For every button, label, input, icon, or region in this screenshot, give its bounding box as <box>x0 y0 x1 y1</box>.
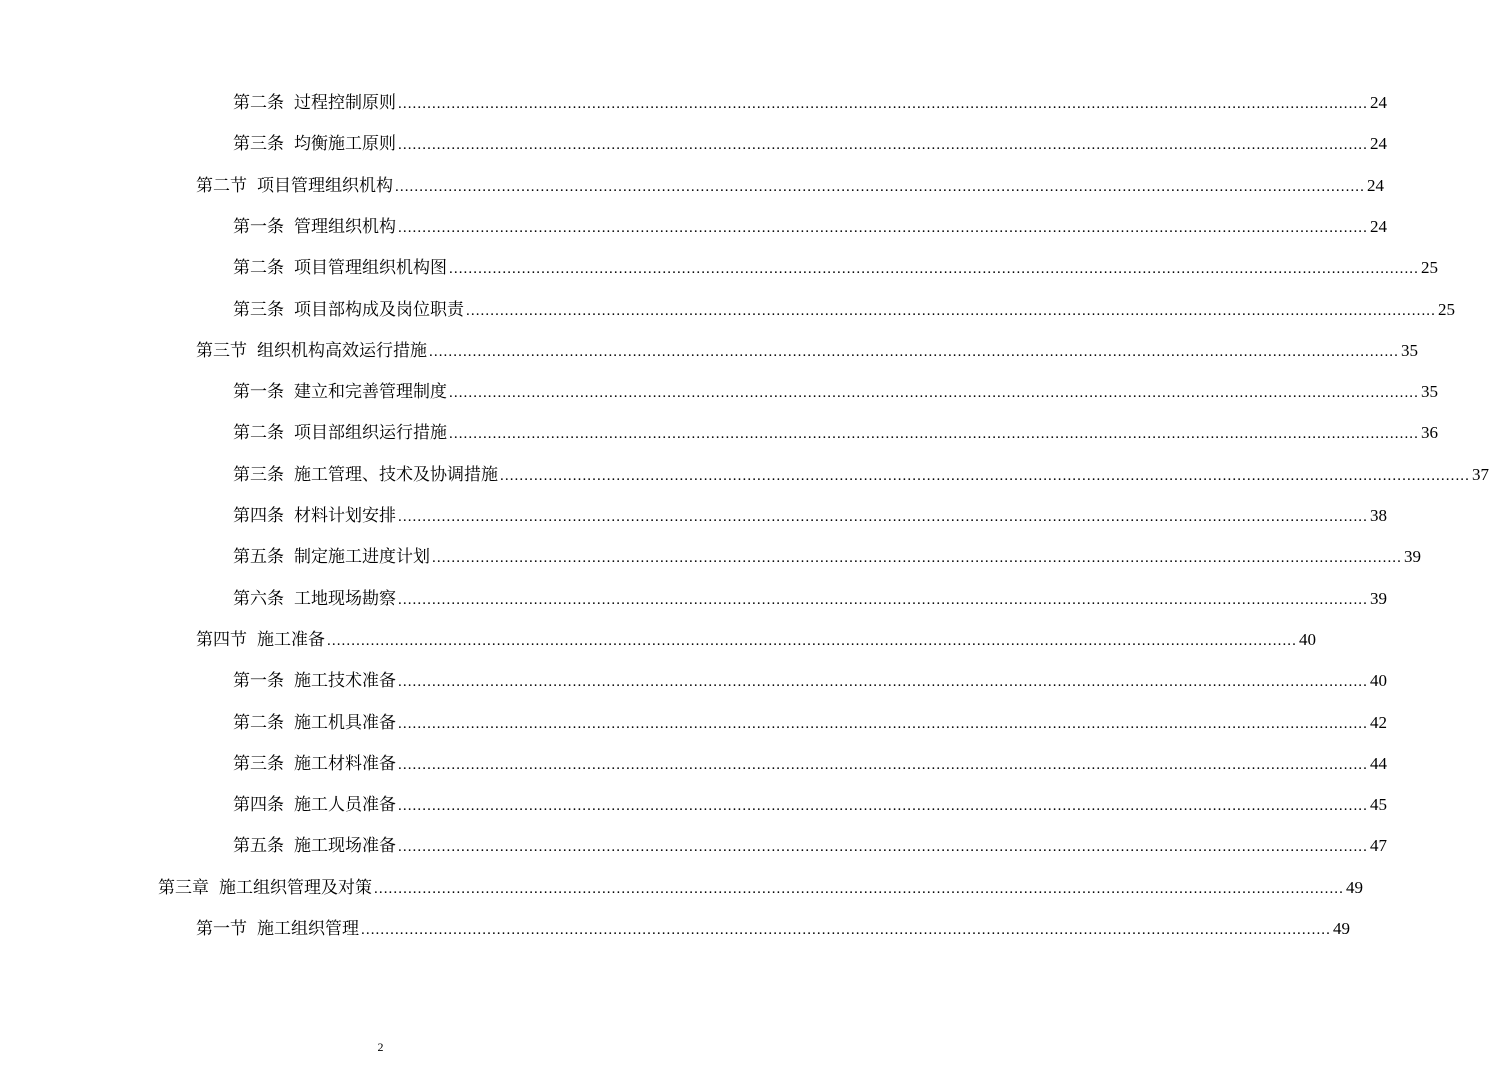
toc-entry-page: 37 <box>1472 465 1489 484</box>
toc-entry-number: 第五条 <box>233 547 284 567</box>
toc-entry[interactable] <box>196 173 1384 199</box>
toc-entry-page: 40 <box>1370 671 1387 690</box>
toc-entry-page: 42 <box>1370 713 1387 732</box>
toc-entry-title: 项目部组织运行措施 <box>294 423 447 443</box>
toc-entry-page: 25 <box>1421 258 1438 277</box>
toc-entry-title: 施工准备 <box>257 630 325 650</box>
toc-entry-title: 施工技术准备 <box>294 671 396 691</box>
toc-entry-number: 第二条 <box>233 423 284 443</box>
toc-entry-title: 施工材料准备 <box>294 754 396 774</box>
toc-entry-title: 组织机构高效运行措施 <box>257 341 427 361</box>
toc-dot-leader: ........................................................................................................................................................................................................ <box>432 550 1402 566</box>
toc-entry-number: 第三条 <box>233 465 284 485</box>
toc-entry-number: 第三节 <box>196 341 247 361</box>
toc-dot-leader: ........................................................................................................................................................................................................ <box>398 716 1368 732</box>
toc-entry-title: 施工组织管理及对策 <box>219 878 372 898</box>
toc-entry-title: 制定施工进度计划 <box>294 547 430 567</box>
toc-entry-page: 24 <box>1370 217 1387 236</box>
toc-entry-title: 项目管理组织机构图 <box>294 258 447 278</box>
toc-entry-page: 35 <box>1401 341 1418 360</box>
toc-entry-title: 工地现场勘察 <box>294 589 396 609</box>
toc-entry[interactable] <box>233 90 1387 116</box>
toc-entry-title: 项目管理组织机构 <box>257 176 393 196</box>
toc-entry-number: 第三章 <box>158 878 209 898</box>
toc-entry-page: 24 <box>1367 176 1384 195</box>
toc-dot-leader: ........................................................................................................................................................................................................ <box>361 922 1331 938</box>
toc-entry-title: 过程控制原则 <box>294 93 396 113</box>
toc-entry-page: 47 <box>1370 836 1387 855</box>
toc-entry-title: 管理组织机构 <box>294 217 396 237</box>
toc-dot-leader: ........................................................................................................................................................................................................ <box>429 344 1399 360</box>
toc-entry-number: 第一条 <box>233 671 284 691</box>
toc-entry[interactable] <box>233 214 1387 240</box>
toc-entry-number: 第一节 <box>196 919 247 939</box>
toc-entry[interactable] <box>233 710 1387 736</box>
toc-entry-page: 24 <box>1370 134 1387 153</box>
toc-dot-leader: ........................................................................................................................................................................................................ <box>327 633 1297 649</box>
toc-entry-page: 36 <box>1421 423 1438 442</box>
toc-entry-number: 第一条 <box>233 217 284 237</box>
toc-dot-leader: ........................................................................................................................................................................................................ <box>374 881 1344 897</box>
toc-entry-title: 施工组织管理 <box>257 919 359 939</box>
toc-entry[interactable] <box>233 255 1438 281</box>
toc-entry[interactable] <box>233 379 1438 405</box>
toc-dot-leader: ........................................................................................................................................................................................................ <box>398 798 1368 814</box>
toc-entry[interactable] <box>196 627 1316 653</box>
toc-entry-number: 第三条 <box>233 134 284 154</box>
toc-dot-leader: ........................................................................................................................................................................................................ <box>398 96 1368 112</box>
toc-entry-title: 材料计划安排 <box>294 506 396 526</box>
toc-entry-title: 项目部构成及岗位职责 <box>294 300 464 320</box>
toc-entry-page: 49 <box>1346 878 1363 897</box>
toc-entry-number: 第三条 <box>233 300 284 320</box>
toc-entry-number: 第四条 <box>233 795 284 815</box>
toc-entry-page: 49 <box>1333 919 1350 938</box>
toc-entry-number: 第四条 <box>233 506 284 526</box>
toc-entry[interactable] <box>196 916 1350 942</box>
toc-entry-page: 35 <box>1421 382 1438 401</box>
toc-dot-leader: ........................................................................................................................................................................................................ <box>398 220 1368 236</box>
page-number: 2 <box>377 1040 384 1054</box>
toc-entry[interactable] <box>233 131 1387 157</box>
toc-entry-page: 39 <box>1404 547 1421 566</box>
toc-entry[interactable] <box>233 462 1489 488</box>
toc-entry-page: 39 <box>1370 589 1387 608</box>
toc-entry[interactable] <box>233 544 1421 570</box>
toc-entry-title: 施工管理、技术及协调措施 <box>294 465 498 485</box>
toc-entry[interactable] <box>158 875 1363 901</box>
toc-entry-number: 第二条 <box>233 713 284 733</box>
toc-entry-page: 44 <box>1370 754 1387 773</box>
toc-entry-page: 45 <box>1370 795 1387 814</box>
toc-dot-leader: ........................................................................................................................................................................................................ <box>466 303 1436 319</box>
toc-entry-page: 40 <box>1299 630 1316 649</box>
toc-entry-title: 建立和完善管理制度 <box>294 382 447 402</box>
toc-entry-page: 25 <box>1438 300 1455 319</box>
toc-entry-number: 第二条 <box>233 258 284 278</box>
toc-entry-number: 第六条 <box>233 589 284 609</box>
toc-entry-number: 第四节 <box>196 630 247 650</box>
toc-entry[interactable] <box>233 833 1387 859</box>
toc-entry[interactable] <box>233 297 1455 323</box>
toc-dot-leader: ........................................................................................................................................................................................................ <box>398 592 1368 608</box>
toc-entry-title: 均衡施工原则 <box>294 134 396 154</box>
toc-entry[interactable] <box>233 503 1387 529</box>
toc-entry[interactable] <box>233 420 1438 446</box>
toc-entry-title: 施工机具准备 <box>294 713 396 733</box>
toc-entry[interactable] <box>233 751 1387 777</box>
toc-dot-leader: ........................................................................................................................................................................................................ <box>395 179 1365 195</box>
toc-entry-number: 第五条 <box>233 836 284 856</box>
toc-entry-number: 第一条 <box>233 382 284 402</box>
toc-entry[interactable] <box>233 586 1387 612</box>
toc-entry[interactable] <box>196 338 1418 364</box>
toc-dot-leader: ........................................................................................................................................................................................................ <box>398 509 1368 525</box>
toc-dot-leader: ........................................................................................................................................................................................................ <box>398 674 1368 690</box>
toc-entry-number: 第三条 <box>233 754 284 774</box>
toc-entry-title: 施工现场准备 <box>294 836 396 856</box>
toc-dot-leader: ........................................................................................................................................................................................................ <box>500 468 1470 484</box>
toc-dot-leader: ........................................................................................................................................................................................................ <box>449 385 1419 401</box>
toc-entry[interactable] <box>233 668 1387 694</box>
toc-entry-number: 第二条 <box>233 93 284 113</box>
toc-entry-number: 第二节 <box>196 176 247 196</box>
toc-dot-leader: ........................................................................................................................................................................................................ <box>449 426 1419 442</box>
toc-dot-leader: ........................................................................................................................................................................................................ <box>398 839 1368 855</box>
toc-entry-page: 38 <box>1370 506 1387 525</box>
toc-entry[interactable] <box>233 792 1387 818</box>
toc-entry-title: 施工人员准备 <box>294 795 396 815</box>
toc-dot-leader: ........................................................................................................................................................................................................ <box>398 137 1368 153</box>
toc-dot-leader: ........................................................................................................................................................................................................ <box>449 261 1419 277</box>
toc-entry-page: 24 <box>1370 93 1387 112</box>
toc-dot-leader: ........................................................................................................................................................................................................ <box>398 757 1368 773</box>
